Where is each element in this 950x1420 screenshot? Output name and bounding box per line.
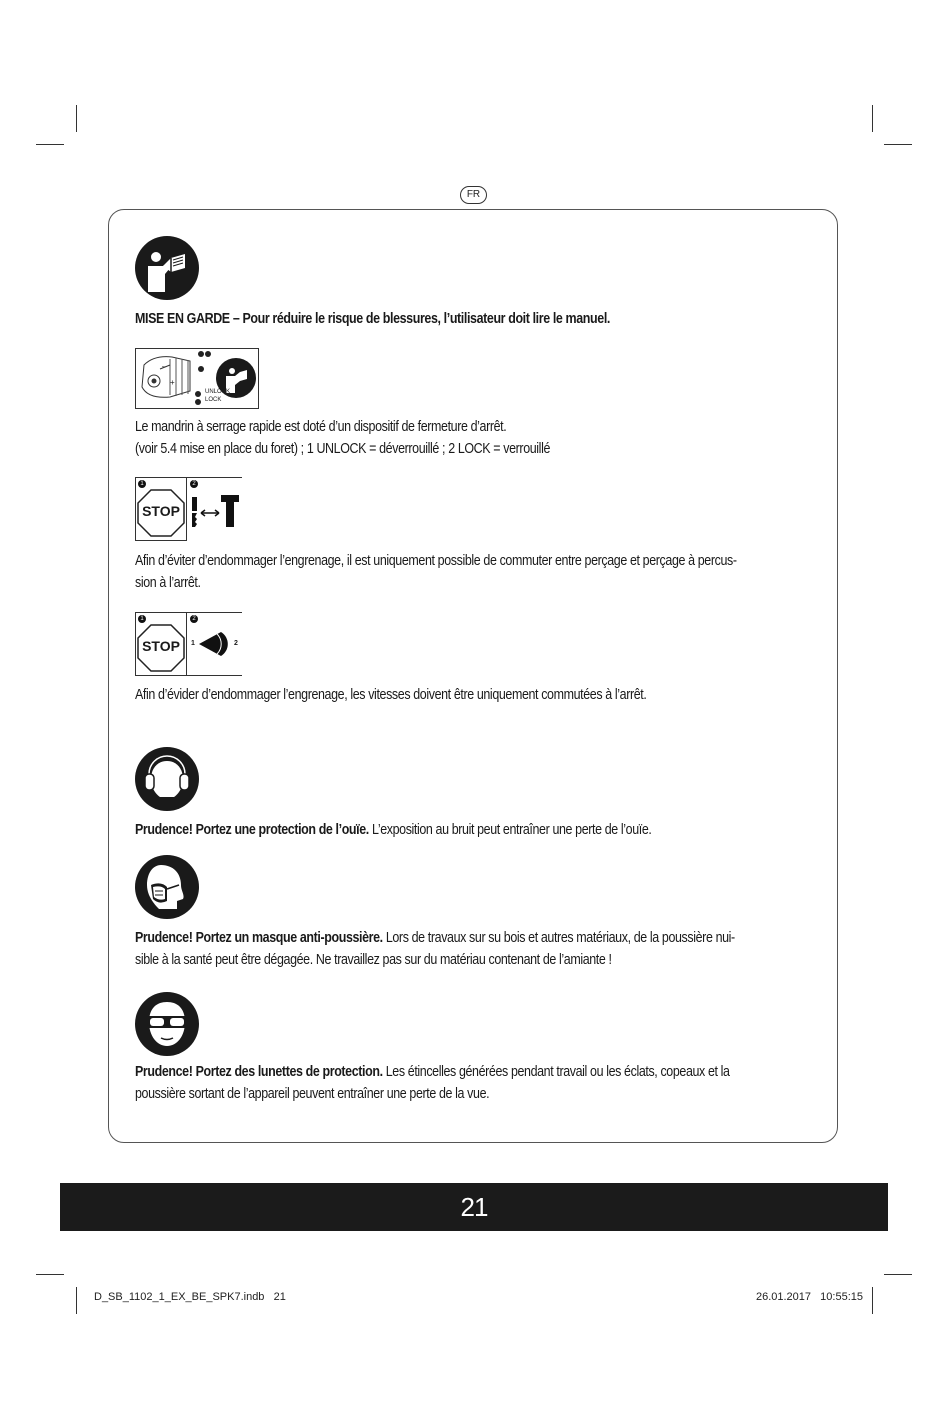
ear-protection-icon [135, 747, 199, 811]
slug-left: D_SB_1102_1_EX_BE_SPK7.indb 21 [94, 1291, 286, 1303]
lock-label: LOCK [205, 397, 222, 403]
dust-text-line1 [135, 927, 735, 949]
hearing-bold: Prudence! Portez une protection de l’ouïe. [135, 822, 369, 838]
step-1-badge: 1 [138, 615, 146, 623]
eyes-text-line1 [135, 1061, 730, 1083]
page-number-bar [60, 1183, 888, 1231]
crop-mark [872, 105, 873, 132]
chuck-text-line1: Le mandrin à serrage rapide est doté d’un dispositif de fermeture d’arrêt. [135, 419, 507, 435]
safety-goggles-icon [135, 992, 199, 1056]
speed-switch-figure [135, 612, 242, 676]
warning-title: MISE EN GARDE – Pour réduire le risque de blessures, l’utilisateur doit lire le manuel. [135, 311, 610, 327]
svg-text:+: + [170, 378, 175, 387]
eyes-plain: Les étincelles générées pendant travail ou les éclats, copeaux et la [382, 1064, 730, 1080]
mode-switch-figure [135, 477, 242, 541]
step-1-badge: 1 [138, 480, 146, 488]
chuck-text-line2: (voir 5.4 mise en place du foret) ; 1 UNLOCK = déverrouillé ; 2 LOCK = verrouillé [135, 441, 551, 457]
eyes-text-line2: poussière sortant de l’appareil peuvent entraîner une perte de la vue. [135, 1086, 490, 1102]
speed-switch-text: Afin d’évider d’endommager l’engrenage, les vitesses doivent être uniquement commutées à l’arrêt. [135, 687, 647, 703]
page-number: 21 [460, 1192, 488, 1222]
eyes-bold: Prudence! Portez des lunettes de protection. [135, 1064, 383, 1080]
stop-label: STOP [142, 638, 180, 654]
step-2-badge: 2 [190, 480, 198, 488]
svg-text:–: – [162, 362, 167, 371]
crop-mark [36, 144, 64, 145]
crop-mark [884, 1274, 912, 1275]
crop-mark [76, 105, 77, 132]
dust-plain: Lors de travaux sur su bois et autres matériaux, de la poussière nui- [382, 930, 735, 946]
speed-selector-icon [197, 630, 233, 658]
unlock-label: UNLOCK [205, 389, 231, 395]
language-badge: FR [460, 186, 487, 204]
dust-mask-icon [135, 855, 199, 919]
dust-text-line2: sible à la santé peut être dégagée. Ne travaillez pas sur du matériau contenant de l’amiante ! [135, 952, 612, 968]
hearing-text [135, 819, 651, 841]
speed-position-2: 2 [234, 640, 238, 647]
drill-hammer-mode-icon [189, 491, 241, 531]
step-2-badge: 2 [190, 615, 198, 623]
crop-mark [76, 1287, 77, 1314]
slug-right: 26.01.2017 10:55:15 [755, 1291, 863, 1303]
mode-switch-text-line1: Afin d’éviter d’endommager l’engrenage, il est uniquement possible de commuter entre perçage et perçage à percus- [135, 553, 737, 569]
crop-mark [884, 144, 912, 145]
read-manual-icon [135, 236, 199, 300]
speed-position-1: 1 [191, 640, 195, 647]
crop-mark [872, 1287, 873, 1314]
mode-switch-text-line2: sion à l’arrêt. [135, 575, 201, 591]
chuck-lock-figure [135, 348, 259, 409]
hearing-plain: L’exposition au bruit peut entraîner une perte de l’ouïe. [368, 822, 652, 838]
dust-bold: Prudence! Portez un masque anti-poussière. [135, 930, 383, 946]
crop-mark [36, 1274, 64, 1275]
stop-label: STOP [142, 503, 180, 519]
chuck-illustration [136, 349, 258, 408]
